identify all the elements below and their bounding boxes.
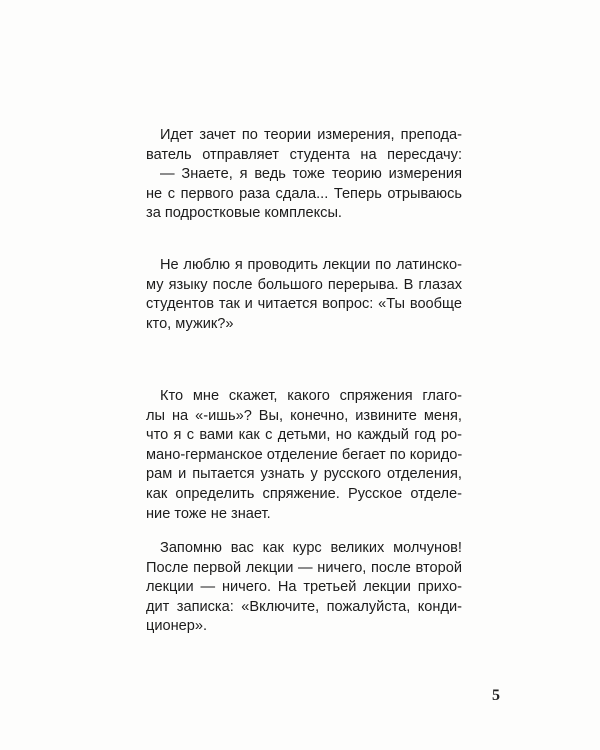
text-line: за подростковые комплексы. — [146, 205, 342, 222]
text-line: му языку после большого перерыва. В глазах — [146, 276, 462, 293]
anecdote-paragraph-1 — [146, 126, 462, 224]
text-line: Запомню вас как курс великих молчунов! — [160, 540, 462, 556]
text-line: лекции — ничего. На третьей лекции прихо- — [146, 579, 462, 596]
text-line: Кто мне скажет, какого спряжения глаго- — [160, 388, 462, 404]
anecdote-paragraph-3 — [146, 387, 462, 524]
text-line: Идет зачет по теории измерения, препода- — [160, 127, 462, 143]
text-line: После первой лекции — ничего, после второй — [146, 559, 462, 576]
anecdote-paragraph-2 — [146, 256, 462, 334]
anecdote-paragraph-4 — [146, 539, 462, 637]
text-line: ватель отправляет студента на пересдачу: — [146, 146, 462, 163]
text-line: — Знаете, я ведь тоже теорию измерения — [160, 166, 462, 183]
text-line: Не люблю я проводить лекции по латинско- — [160, 257, 462, 273]
text-line: ционер». — [146, 618, 208, 635]
text-line: рам и пытается узнать у русского отделения, — [146, 466, 462, 483]
text-line: что я с вами как с детьми, но каждый год ро- — [146, 427, 462, 444]
text-line: не с первого раза сдала... Теперь отрываюсь — [146, 185, 462, 202]
text-line: мано-германское отделение бегает по коридо- — [146, 446, 463, 463]
text-line: кто, мужик?» — [146, 315, 234, 332]
text-line: ние тоже не знает. — [146, 505, 271, 522]
text-line: дит записка: «Включите, пожалуйста, конди- — [146, 598, 462, 615]
text-line: лы на «-ишь»? Вы, конечно, извините меня, — [146, 407, 462, 424]
page-number: 5 — [492, 687, 500, 704]
text-line: как определить спряжение. Русское отделе- — [146, 485, 462, 502]
text-line: студентов так и читается вопрос: «Ты вообще — [146, 296, 462, 313]
